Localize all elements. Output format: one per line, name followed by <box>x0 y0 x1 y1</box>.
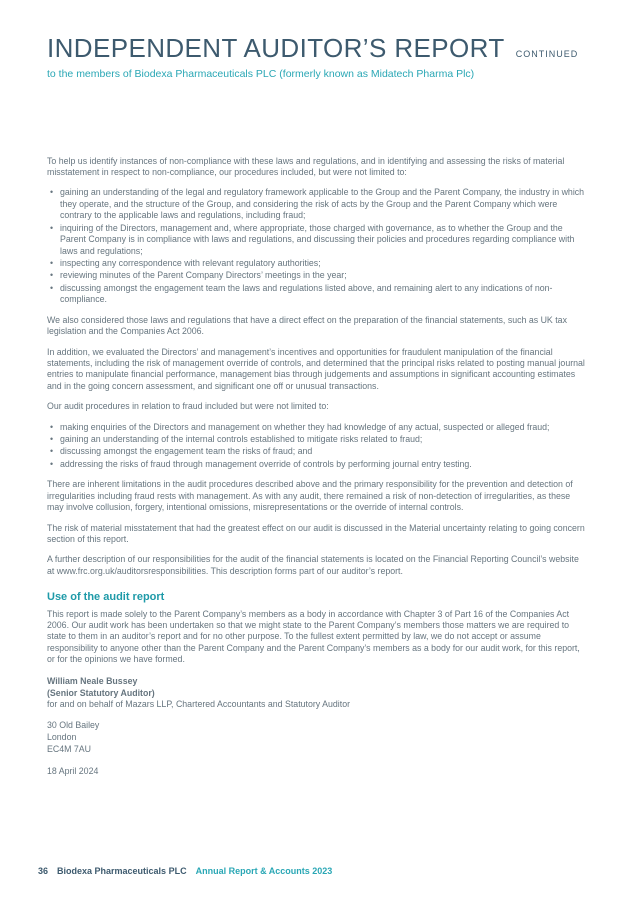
paragraph-direct-effect: We also considered those laws and regulations that have a direct effect on the preparation of the financial statements, such as UK tax legislation and the Companies Act 2006. <box>47 314 567 337</box>
page-footer <box>38 866 332 876</box>
page-title-continued: CONTINUED <box>515 49 579 59</box>
address-line: London <box>47 732 77 743</box>
paragraph-incentives: In addition, we evaluated the Directors’ and management’s incentives and opportunities for fraudulent manipulation of the financial statements, including the risk of management override of controls, and determined that the principal risks related to posting manual journal entries to manipulate financial performance, management bias through judgements and assumptions in significant accounting estimates and in the going concern assessment, and significant one off or unusual transactions. <box>47 346 585 391</box>
page-number: 36 <box>38 866 49 876</box>
report-body <box>0 156 634 778</box>
bullet-item: • discussing amongst the engagement team the risks of fraud; and <box>47 446 587 457</box>
section-heading-use-of-audit-report: Use of the audit report <box>47 591 165 604</box>
paragraph-further-description: A further description of our responsibilities for the audit of the financial statements is located on the Financial Reporting Council’s website at www.frc.org.uk/auditorsresponsibilities. This description forms part of our auditor’s report. <box>47 554 579 576</box>
bullet-item: • inspecting any correspondence with relevant regulatory authorities; <box>47 258 587 269</box>
signatory-name: William Neale Bussey <box>47 675 138 686</box>
footer-company-name: Biodexa Pharmaceuticals PLC <box>57 866 187 876</box>
signature-block <box>47 676 587 778</box>
report-subtitle: to the members of Biodexa Pharmaceuticals PLC (formerly known as Midatech Pharma Plc) <box>47 67 475 80</box>
address-line: 30 Old Bailey <box>47 720 100 731</box>
bullet-item: • gaining an understanding of the legal and regulatory framework applicable to the Group and the Parent Company, the industry in which they operate, and the structure of the Group, and considering the risk of acts by the Group and the Parent Company which were contrary to the applicable laws and regulations, including fraud; <box>47 187 587 221</box>
bullet-item: • reviewing minutes of the Parent Company Directors’ meetings in the year; <box>47 270 587 281</box>
address-line: EC4M 7AU <box>47 744 91 755</box>
footer-report-title: Annual Report & Accounts 2023 <box>195 866 333 876</box>
signature-date: 18 April 2024 <box>47 765 99 776</box>
paragraph-inherent-limitations: There are inherent limitations in the audit procedures described above and the primary responsibility for the prevention and detection of irregularities including fraud rests with management. As with any audit, there remained a risk of non-detection of irregularities, as these may involve collusion, forgery, intentional omissions, misrepresentations or the override of internal controls. <box>47 479 573 513</box>
paragraph-material-misstatement: The risk of material misstatement that had the greatest effect on our audit is discussed in the Material uncertainty relating to going concern section of this report. <box>47 522 585 544</box>
paragraph-use-of-report: This report is made solely to the Parent Company’s members as a body in accordance with Chapter 3 of Part 16 of the Companies Act 2006. Our audit work has been undertaken so that we might state to the Parent Company’s members those matters we are required to state to them in an auditor’s report and for no other purpose. To the fullest extent permitted by law, we do not accept or assume responsibility to anyone other than the Parent Company and the Parent Company’s members as a body for our audit work, for this report, or for the opinions we have formed. <box>47 608 580 665</box>
paragraph-fraud-intro: Our audit procedures in relation to fraud included but were not limited to: <box>47 401 329 412</box>
page-title <box>47 34 587 63</box>
bullet-item: • discussing amongst the engagement team the laws and regulations listed above, and remaining alert to any indications of non-compliance. <box>47 283 587 306</box>
bullet-list-noncompliance <box>47 187 587 305</box>
signatory-address <box>47 720 587 756</box>
signatory-firm: for and on behalf of Mazars LLP, Chartered Accountants and Statutory Auditor <box>47 699 351 710</box>
bullet-item: • gaining an understanding of the internal controls established to mitigate risks related to fraud; <box>47 434 587 445</box>
report-header <box>0 0 634 80</box>
bullet-item: • making enquiries of the Directors and management on whether they had knowledge of any actual, suspected or alleged fraud; <box>47 422 587 433</box>
paragraph-noncompliance-intro: To help us identify instances of non-compliance with these laws and regulations, and in identifying and assessing the risks of material misstatement in respect to non-compliance, our procedures included, but were not limited to: <box>47 155 565 178</box>
bullet-item: • addressing the risks of fraud through management override of controls by performing journal entry testing. <box>47 459 587 470</box>
signatory-role: (Senior Statutory Auditor) <box>47 687 155 698</box>
page-title-text: INDEPENDENT AUDITOR’S REPORT <box>47 33 505 63</box>
bullet-list-fraud <box>47 422 587 471</box>
bullet-item: • inquiring of the Directors, management and, where appropriate, those charged with governance, as to whether the Group and the Parent Company is in compliance with laws and regulations, and discussing their policies and procedures regarding compliance with laws and regulations; <box>47 223 587 257</box>
